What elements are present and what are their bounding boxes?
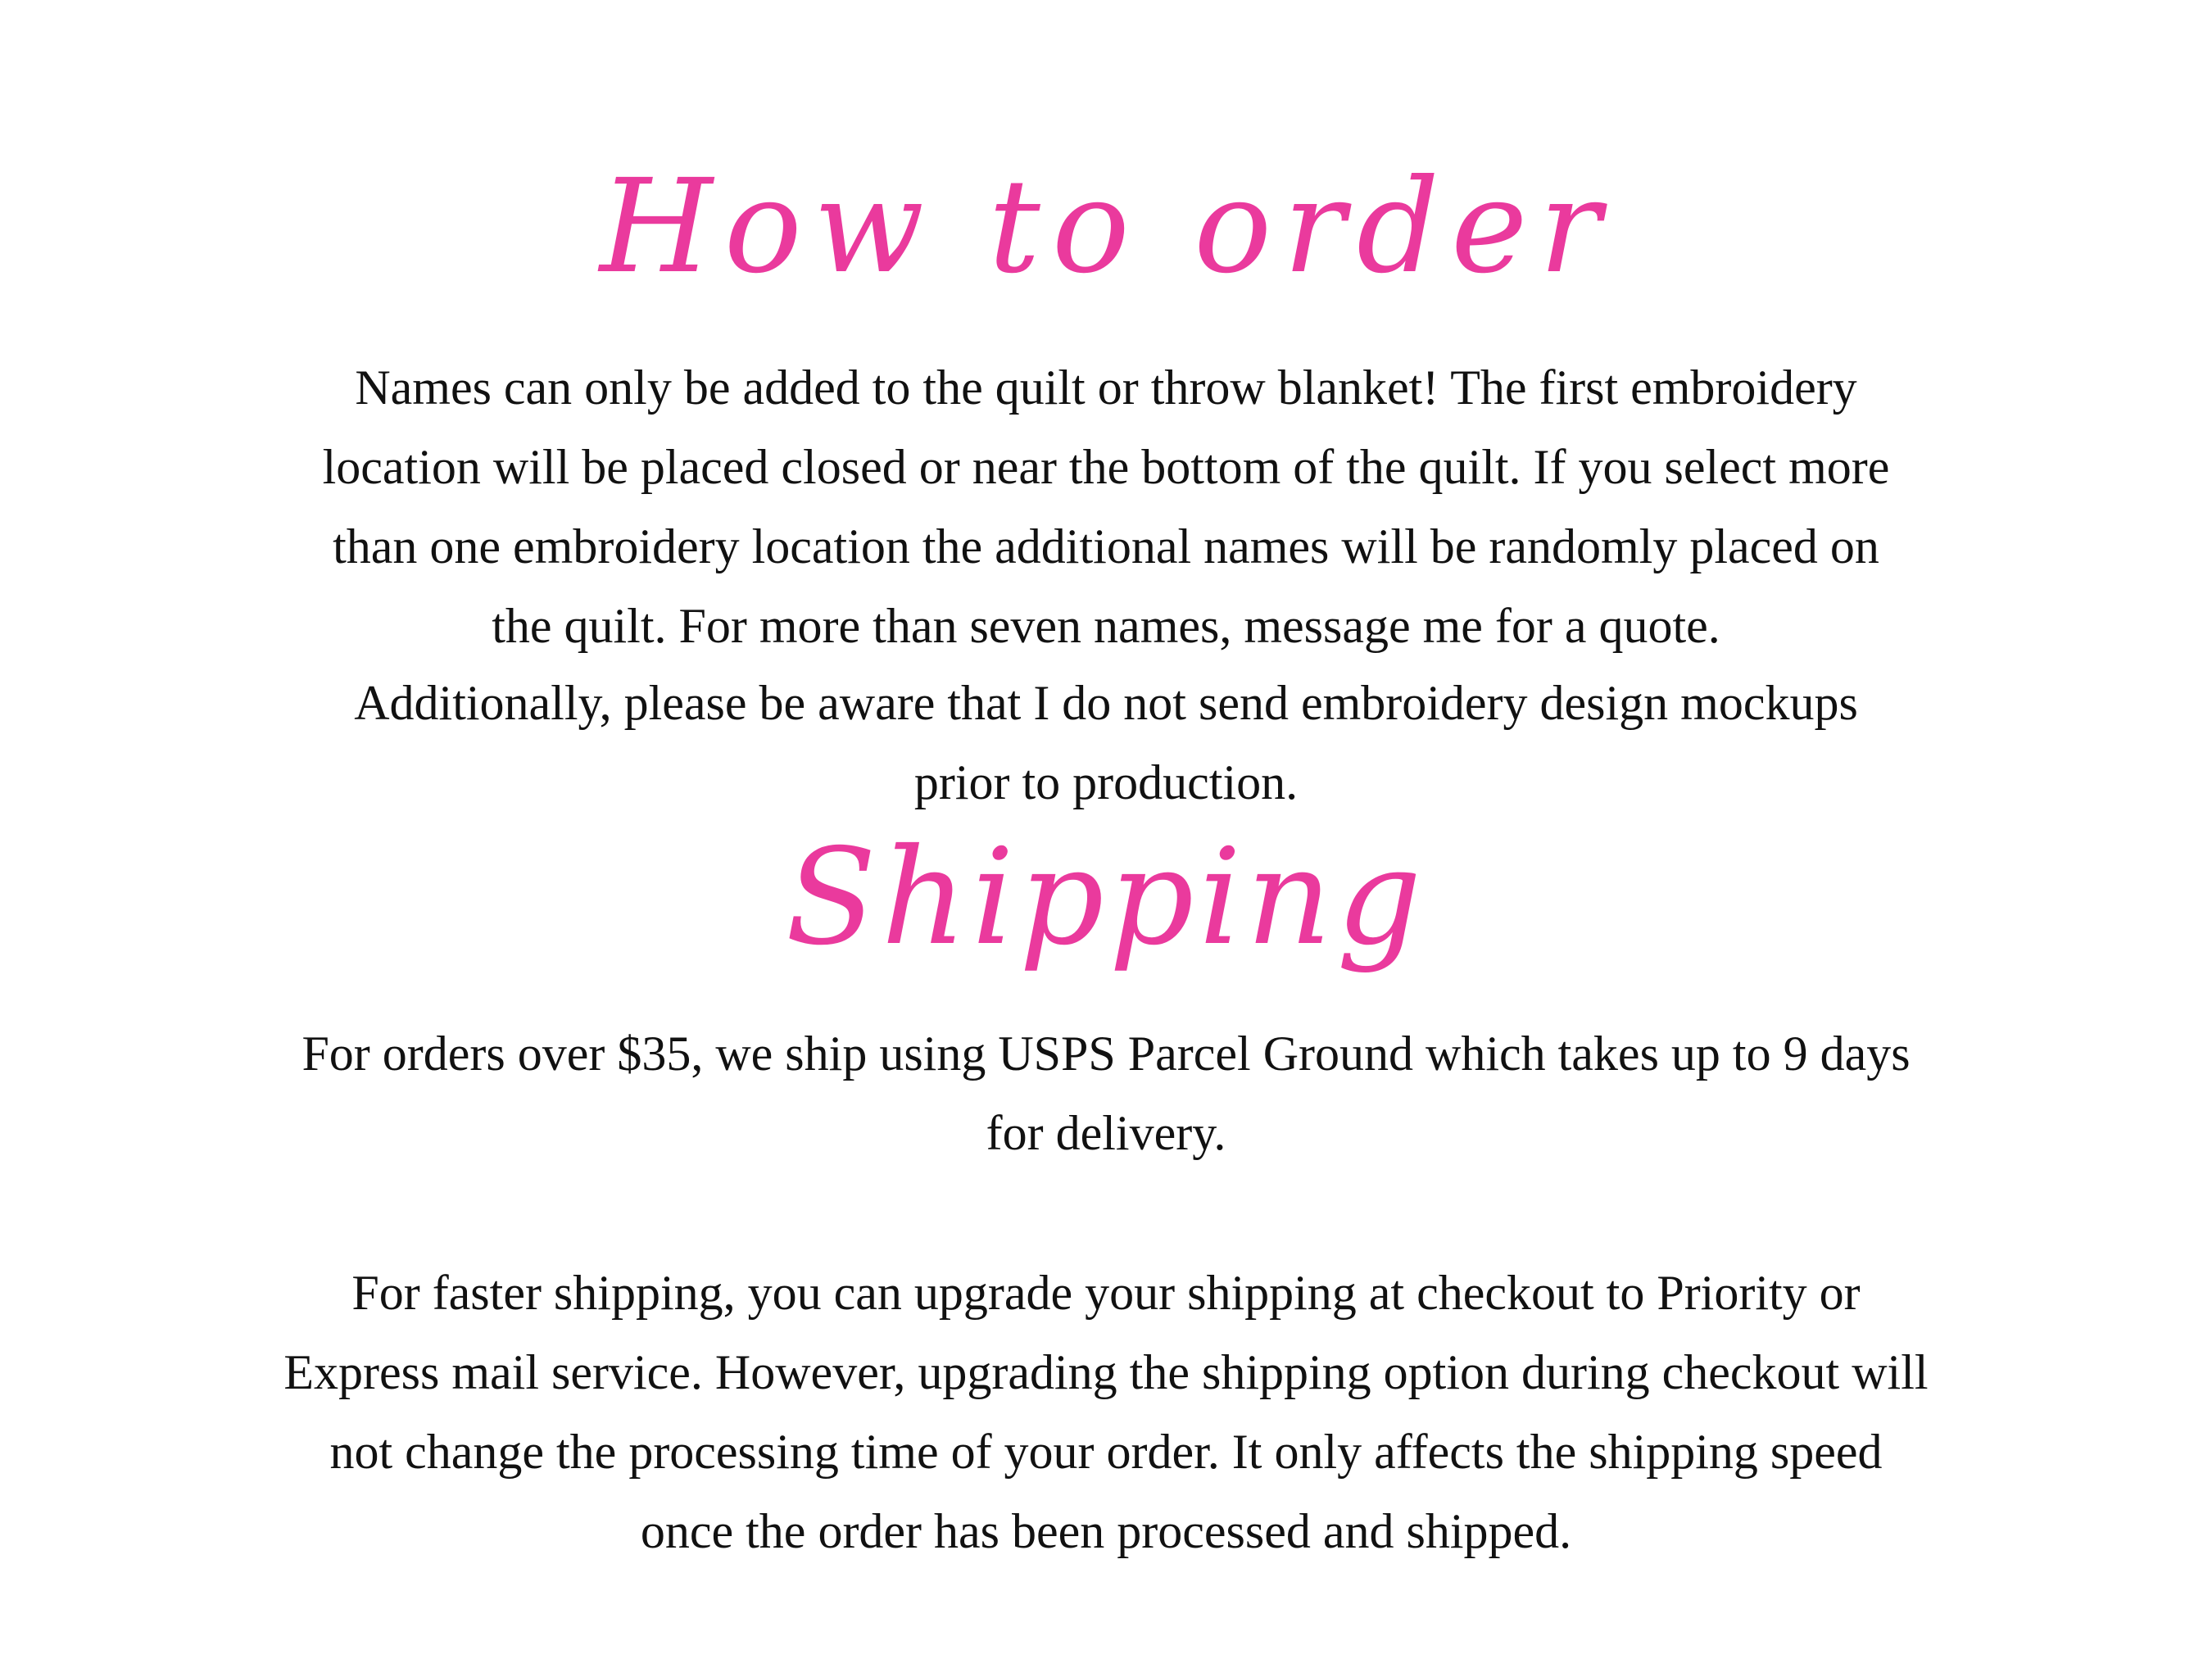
text-line: For faster shipping, you can upgrade your shipping at checkout to Priority or — [351, 1266, 1861, 1320]
text-line: Express mail service. However, upgrading the shipping option during checkout will — [283, 1345, 1929, 1399]
text-line: for delivery. — [986, 1106, 1226, 1160]
shipping-paragraph-upgrade — [123, 1253, 2089, 1571]
text-line: once the order has been processed and shipped. — [640, 1504, 1572, 1558]
shipping-heading: Shipping — [785, 821, 1427, 975]
text-line: For orders over $35, we ship using USPS Parcel Ground which takes up to 9 days — [301, 1027, 1911, 1081]
text-line: Names can only be added to the quilt or throw blanket! The first embroidery — [355, 360, 1857, 415]
how-to-order-heading: How to order — [599, 152, 1613, 302]
mockup-note-paragraph — [123, 664, 2089, 823]
text-line: the quilt. For more than seven names, message me for a quote. — [492, 599, 1720, 653]
shipping-paragraph-standard — [123, 1014, 2089, 1173]
how-to-order-paragraph — [123, 348, 2089, 666]
text-line: not change the processing time of your order. It only affects the shipping speed — [329, 1425, 1883, 1479]
text-line: prior to production. — [913, 755, 1299, 809]
text-line: Additionally, please be aware that I do not send embroidery design mockups — [354, 676, 1858, 730]
text-line: than one embroidery location the additional names will be randomly placed on — [333, 519, 1879, 573]
text-line: location will be placed closed or near the bottom of the quilt. If you select more — [322, 440, 1890, 494]
